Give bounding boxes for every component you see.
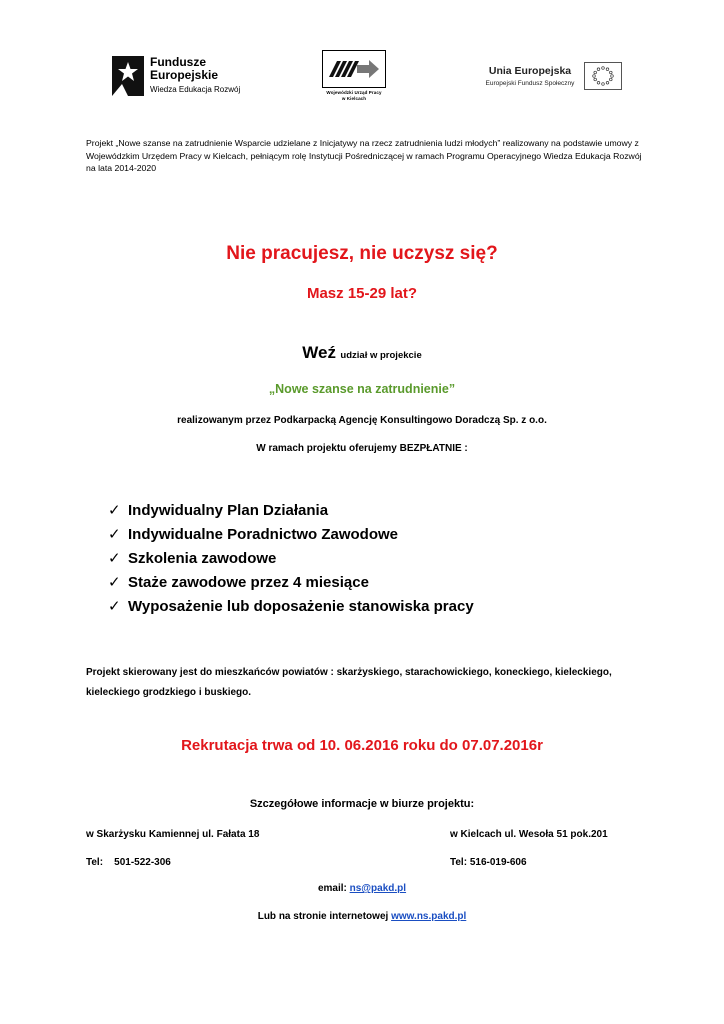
offer-item-label: Staże zawodowe przez 4 miesiące bbox=[128, 574, 369, 591]
email-link[interactable]: ns@pakd.pl bbox=[349, 883, 407, 894]
eu-flag-icon bbox=[584, 62, 622, 90]
ue-subtitle: Europejski Fundusz Społeczny bbox=[485, 80, 575, 87]
offer-intro: W ramach projektu oferujemy BEZPŁATNIE : bbox=[256, 443, 468, 454]
checkmark-icon: ✓ bbox=[108, 574, 121, 591]
office-left-address: w Skarżysku Kamiennej ul. Fałata 18 bbox=[86, 829, 260, 840]
checkmark-icon: ✓ bbox=[108, 550, 121, 567]
take-part-line bbox=[0, 343, 724, 363]
office-right-tel: Tel: 516-019-606 bbox=[450, 857, 527, 868]
wup-arrow-icon bbox=[323, 51, 385, 87]
offer-item-label: Indywidualny Plan Działania bbox=[128, 502, 329, 519]
fe-star-icon bbox=[112, 56, 144, 96]
wup-caption-1: Wojewódzki Urząd Pracy bbox=[326, 90, 382, 95]
list-item bbox=[108, 547, 474, 571]
offer-item-label: Szkolenia zawodowe bbox=[128, 550, 277, 567]
list-item bbox=[108, 595, 474, 619]
wup-logo bbox=[316, 50, 392, 106]
fundusze-europejskie-logo bbox=[112, 52, 252, 102]
offer-item-label: Indywidualne Poradnictwo Zawodowe bbox=[128, 526, 399, 543]
fe-subtitle: Wiedza Edukacja Rozwój bbox=[150, 85, 241, 94]
unia-europejska-logo bbox=[478, 62, 620, 96]
fe-title: Fundusze bbox=[150, 55, 206, 69]
website-line bbox=[0, 911, 724, 922]
checkmark-icon: ✓ bbox=[108, 526, 121, 543]
office-right-address: w Kielcach ul. Wesoła 51 pok.201 bbox=[450, 829, 608, 840]
take-part-big: Weź bbox=[302, 343, 336, 362]
office-left-tel: Tel: 501-522-306 bbox=[86, 857, 171, 868]
take-part-small: udział w projekcie bbox=[340, 350, 422, 361]
wup-caption-2: w Kielcach bbox=[341, 96, 367, 101]
project-intro: Projekt „Nowe szanse na zatrudnienie Wsparcie udzielane z Inicjatywy na rzecz zatrudnienia ludzi młodych” realizowany na podstawie umowy z Wojewódzkim Urzędem Pracy w Kielcach, pełniącym rolę Instytucji Pośredniczącej w ramach Programu Operacyjnego Wiedza Edukacja Rozwój na lata 2014-2020 bbox=[86, 138, 642, 173]
checkmark-icon: ✓ bbox=[108, 502, 121, 519]
offer-list bbox=[108, 499, 474, 619]
website-link[interactable]: www.ns.pakd.pl bbox=[391, 911, 467, 922]
headline: Nie pracujesz, nie uczysz się? bbox=[226, 243, 498, 264]
list-item bbox=[108, 571, 474, 595]
offer-item-label: Wyposażenie lub doposażenie stanowiska pracy bbox=[128, 598, 474, 615]
project-name: „Nowe szanse na zatrudnienie” bbox=[268, 382, 456, 396]
list-item bbox=[108, 523, 474, 547]
target-area: Projekt skierowany jest do mieszkańców powiatów : skarżyskiego, starachowickiego, koneckiego, kieleckiego, kieleckiego grodzkiego i buskiego. bbox=[86, 667, 612, 698]
email-label: email: bbox=[317, 883, 350, 894]
website-label: Lub na stronie internetowej bbox=[257, 911, 392, 922]
wup-caption bbox=[316, 90, 392, 102]
checkmark-icon: ✓ bbox=[108, 598, 121, 615]
wup-emblem bbox=[322, 50, 386, 88]
realized-by: realizowanym przez Podkarpacką Agencję Konsultingowo Doradczą Sp. z o.o. bbox=[177, 415, 547, 426]
subheadline: Masz 15-29 lat? bbox=[306, 285, 418, 302]
email-line bbox=[0, 883, 724, 894]
fe-title-2: Europejskie bbox=[150, 68, 219, 82]
ue-title: Unia Europejska bbox=[488, 65, 572, 77]
list-item bbox=[108, 499, 474, 523]
details-heading: Szczegółowe informacje w biurze projektu: bbox=[249, 798, 475, 810]
recruitment-dates: Rekrutacja trwa od 10. 06.2016 roku do 07.07.2016r bbox=[181, 737, 543, 754]
